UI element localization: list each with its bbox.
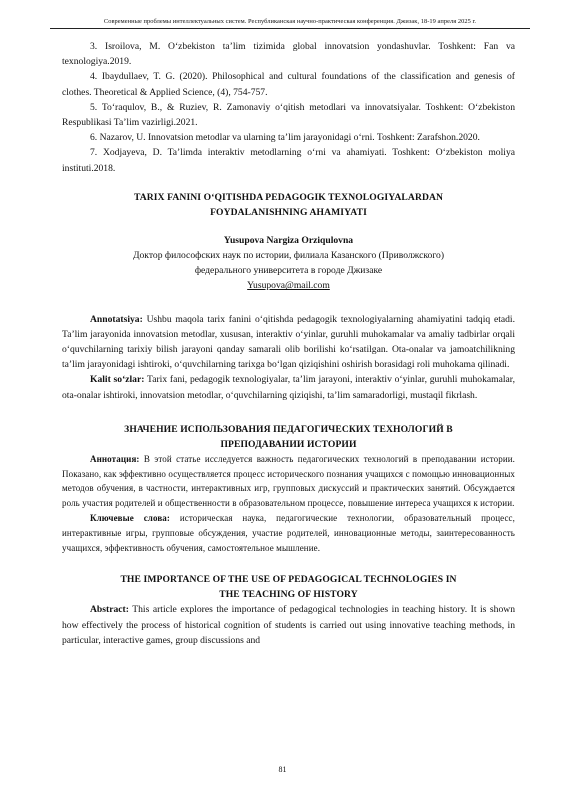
abstract-en xyxy=(62,602,515,648)
article-title-ru xyxy=(62,422,515,452)
reference-item: 6. Nazarov, U. Innovatsion metodlar va ularning ta’lim jarayonidagi o‘rni. Toshkent: Zarafshon.2020. xyxy=(90,132,480,144)
page-number: 81 xyxy=(278,765,287,774)
abstract-uz xyxy=(62,312,515,373)
article-title-en xyxy=(62,572,515,602)
keywords-ru-label: Ключевые слова: xyxy=(90,513,170,524)
author-email-link[interactable]: Yusupova@mail.com xyxy=(247,280,330,292)
abstract-uz-text: Ushbu maqola tarix fanini o‘qitishda pedagogik texnologiyalarning ahamiyatini tadqiq etadi. Ta’lim jarayonida innovatsion metodlar, xususan, interaktiv o‘yinlar, guruhli muhokamalar va amaliy tadbirlar orqali o‘quvchilarning tarixiy bilish jarayoni qanday samarali olib borilishi ko‘rsatilgan. Ota-onalar va jamoatchilikning ta’lim jarayonidagi ishtiroki, o‘quvchilarning tarixga bo‘lgan qiziqishini oshirish borasidagi roli muhokama qilinadi. xyxy=(62,313,515,371)
page-content xyxy=(62,39,515,648)
reference-item: 5. To‘raqulov, B., & Ruziev, R. Zamonaviy o‘qitish metodlari va innovatsiyalar. Toshkent: O‘zbekiston Respublikasi Ta’lim vazirligi.2021. xyxy=(62,101,515,129)
keywords-uz-text: Tarix fani, pedagogik texnologiyalar, ta’lim jarayoni, interaktiv o‘yinlar, guruhli muhokamalar, ota-onalar ishtiroki, innovatsion metodlar, o‘quvchilarning qiziqishi, ta’lim samaradorligi, mustaqil fikrlash. xyxy=(62,374,515,401)
author-affiliation-line2: федерального университета в городе Джизаке xyxy=(194,265,383,277)
article-title-uz xyxy=(62,190,515,220)
article-title-uz-line2: FOYDALANISHNING AHAMIYATI xyxy=(210,206,367,218)
reference-list xyxy=(62,39,515,176)
keywords-ru-text: историческая наука, педагогические технологии, образовательный процесс, интерактивные игры, групповые обсуждения, участие родителей, инновационные методы, заинтересованность учащихся, эффективность обучения, самостоятельное мышление. xyxy=(62,513,515,553)
reference-item: 7. Xodjayeva, D. Ta’limda interaktiv metodlarning o‘rni va ahamiyati. Toshkent: O‘zbekiston moliya instituti.2018. xyxy=(62,147,515,174)
running-header: Современные проблемы интеллектуальных систем. Республиканская научно-практическая конференция. Джизак, 18-19 апреля 2025 г. xyxy=(103,18,477,25)
article-title-ru-line2: ПРЕПОДАВАНИИ ИСТОРИИ xyxy=(220,438,357,450)
keywords-uz xyxy=(62,372,515,402)
reference-item: 4. Ibaydullaev, T. G. (2020). Philosophical and cultural foundations of the classification and genesis of clothes. Theoretical & Applied Science, (4), 754-757. xyxy=(62,71,515,98)
article-title-ru-line1: ЗНАЧЕНИЕ ИСПОЛЬЗОВАНИЯ ПЕДАГОГИЧЕСКИХ ТЕХНОЛОГИЙ В xyxy=(124,423,453,435)
abstract-ru-label: Аннотация: xyxy=(90,453,140,464)
article-title-uz-line1: TARIX FANINI O‘QITISHDA PEDAGOGIK TEXNOLOGIYALARDAN xyxy=(133,191,444,203)
abstract-ru xyxy=(62,452,515,511)
keywords-uz-label: Kalit so‘zlar: xyxy=(90,374,145,386)
header-rule xyxy=(50,28,530,29)
author-name: Yusupova Nargiza Orziqulovna xyxy=(223,234,354,246)
keywords-ru xyxy=(62,511,515,555)
author-affiliation-line1: Доктор философских наук по истории, филиала Казанского (Приволжского) xyxy=(132,250,445,262)
abstract-ru-text: В этой статье исследуется важность педагогических технологий в преподавании истории. Показано, как эффективно осуществляется процесс исторического познания учащихся с помощью инновационных методов обучения, в частности, интерактивных игр, групповых дискуссий и практических занятий. Обсуждается роль участия родителей и общественности в образовательном процессе, повышение интереса учащихся к истории. xyxy=(62,453,515,509)
article-title-en-line2: THE TEACHING OF HISTORY xyxy=(219,589,358,601)
abstract-en-label: Abstract: xyxy=(90,604,129,616)
article-title-en-line1: THE IMPORTANCE OF THE USE OF PEDAGOGICAL TECHNOLOGIES IN xyxy=(120,574,457,586)
reference-item: 3. Isroilova, M. O‘zbekiston ta’lim tizimida global innovatsion yondashuvlar. Toshkent: Fan va texnologiya.2019. xyxy=(62,41,515,68)
abstract-uz-label: Annotatsiya: xyxy=(90,313,143,325)
abstract-en-text: This article explores the importance of pedagogical technologies in teaching history. It is shown how effectively the process of historical cognition of students is carried out using innovative teaching methods, in particular, interactive games, group discussions and xyxy=(62,604,515,646)
